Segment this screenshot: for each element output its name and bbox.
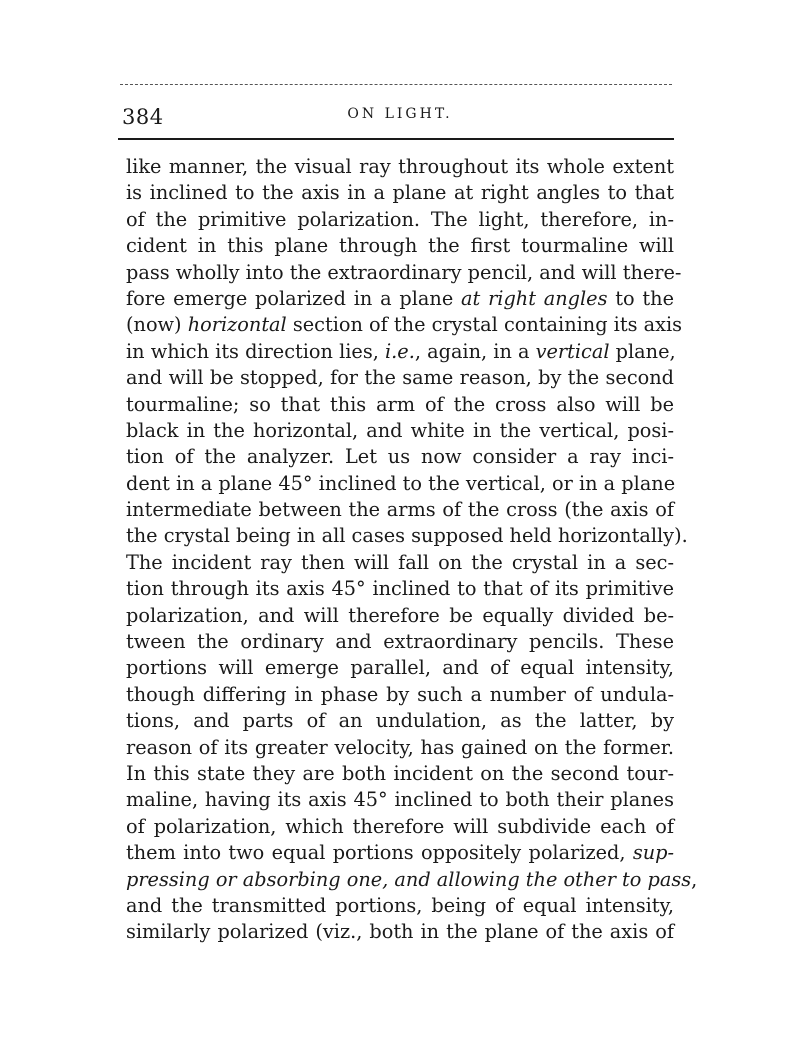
text-span: black in the horizontal, and white in the vertical, posi- (126, 418, 674, 442)
text-line (126, 418, 674, 444)
italic-text: pressing or absorbing one, and allowing the other to pass (126, 867, 692, 891)
text-line (126, 629, 674, 655)
text-span: maline, having its axis 45° inclined to both their planes (126, 788, 674, 812)
text-line (126, 550, 674, 576)
text-span: is inclined to the axis in a plane at right angles to that (126, 181, 674, 205)
text-line (126, 207, 674, 233)
text-span: plane, (609, 339, 676, 363)
text-line (126, 233, 674, 259)
text-span: tween the ordinary and extraordinary pencils. These (126, 630, 674, 654)
text-span: of the primitive polarization. The light, therefore, in- (126, 207, 674, 231)
text-span: pass wholly into the extraordinary pencil, and will there- (126, 260, 682, 284)
body-text (126, 154, 698, 946)
text-span: tion of the analyzer. Let us now consider a ray inci- (126, 445, 674, 469)
text-span: reason of its greater velocity, has gained on the former. (126, 735, 674, 759)
text-span: tourmaline; so that this arm of the cross also will be (126, 392, 674, 416)
italic-text: horizontal (187, 313, 287, 337)
text-span: them into two equal portions oppositely polarized, (126, 841, 633, 865)
text-span: In this state they are both incident on the second tour- (126, 761, 674, 785)
italic-text: at right angles (461, 286, 608, 310)
text-span: polarization, and will therefore be equally divided be- (126, 603, 674, 627)
text-span: cident in this plane through the first tourmaline will (126, 234, 674, 258)
text-span: and the transmitted portions, being of equal intensity, (126, 893, 674, 917)
text-line (126, 180, 674, 206)
text-line (126, 154, 674, 180)
text-line (126, 444, 674, 470)
text-line (126, 761, 674, 787)
text-span: tion through its axis 45° inclined to that of its primitive (126, 577, 674, 601)
text-line (126, 840, 674, 866)
text-line (126, 655, 674, 681)
text-line (126, 523, 688, 549)
text-line (126, 365, 674, 391)
text-line (126, 339, 674, 365)
text-span: tions, and parts of an undulation, as the latter, by (126, 709, 674, 733)
text-line (126, 286, 674, 312)
text-span: section of the crystal containing its axis (286, 313, 683, 337)
text-line (126, 392, 674, 418)
text-span: (now) (126, 313, 188, 337)
text-span: The incident ray then will fall on the crystal in a sec- (126, 550, 674, 574)
text-line (126, 893, 674, 919)
text-span: though differing in phase by such a number of undula- (126, 682, 674, 706)
text-span: like manner, the visual ray throughout its whole extent (126, 155, 674, 178)
text-line (126, 708, 674, 734)
text-span: , again, in a (414, 339, 536, 363)
text-line (126, 497, 674, 523)
text-line (126, 576, 674, 602)
running-title: ON LIGHT. (347, 106, 453, 122)
italic-text: sup- (632, 841, 674, 865)
text-span: in which its direction lies, (126, 339, 385, 363)
italic-text: i.e. (385, 339, 415, 363)
italic-text: vertical (535, 339, 610, 363)
text-span: to the (607, 286, 675, 310)
text-span: and will be stopped, for the same reason, by the second (126, 366, 674, 390)
text-line (126, 471, 674, 497)
text-span: of polarization, which therefore will subdivide each of (126, 814, 674, 838)
text-span: portions will emerge parallel, and of equal intensity, (126, 656, 674, 680)
text-line (126, 919, 674, 945)
text-line (126, 312, 683, 338)
text-span: intermediate between the arms of the cross (the axis of (126, 498, 674, 522)
text-line (126, 260, 682, 286)
header-rule (118, 138, 674, 140)
top-dashed-rule (120, 84, 672, 85)
text-span: fore emerge polarized in a plane (126, 286, 462, 310)
text-line (126, 682, 674, 708)
page-number: 384 (122, 105, 164, 129)
text-line (126, 814, 674, 840)
text-span: similarly polarized (viz., both in the plane of the axis of (126, 920, 674, 944)
text-span: , (691, 867, 698, 891)
text-line (126, 603, 674, 629)
text-line (126, 867, 698, 893)
text-line (126, 787, 674, 813)
text-line (126, 735, 674, 761)
text-span: dent in a plane 45° inclined to the vertical, or in a plane (126, 471, 676, 495)
text-span: the crystal being in all cases supposed held horizontally). (126, 524, 688, 548)
